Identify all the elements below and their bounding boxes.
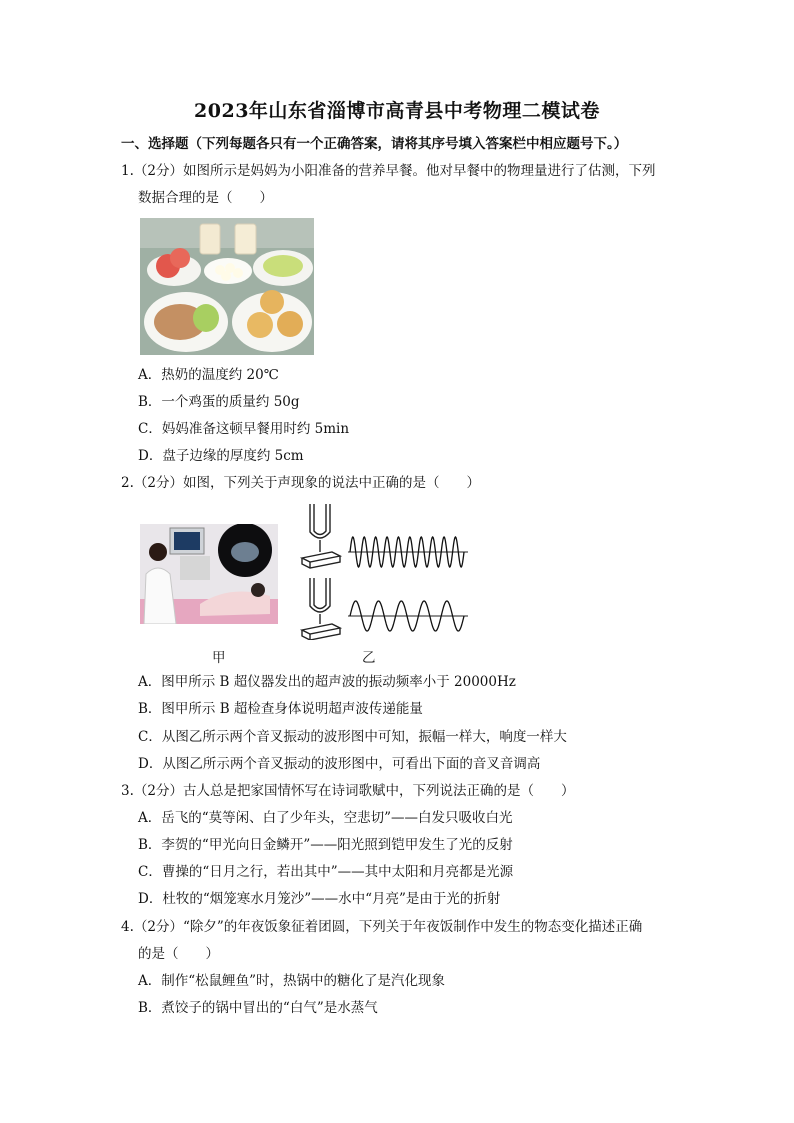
q2-option-a: A．图甲所示 B 超仪器发出的超声波的振动频率小于 20000Hz	[138, 674, 516, 690]
ultrasound-illustration	[140, 524, 278, 624]
section-heading: 一、选择题（下列每题各只有一个正确答案，请将其序号填入答案栏中相应题号下。）	[121, 136, 628, 152]
q1-stem-line2: 数据合理的是（ ）	[138, 190, 273, 206]
q3-option-d: D．杜牧的“烟笼寒水月笼沙”——水中“月亮”是由于光的折射	[138, 891, 501, 907]
q3-stem: 3.（2分）古人总是把家国情怀写在诗词歌赋中，下列说法正确的是（ ）	[121, 783, 575, 799]
breakfast-illustration	[140, 218, 314, 355]
ultrasound-photo	[140, 524, 278, 624]
q1-option-d: D．盘子边缘的厚度约 5cm	[138, 448, 304, 464]
q4-option-a: A．制作“松鼠鲤鱼”时，热锅中的糖化了是汽化现象	[138, 973, 446, 989]
q2-option-c: C．从图乙所示两个音叉振动的波形图中可知，振幅一样大，响度一样大	[138, 729, 567, 745]
q1-option-b: B．一个鸡蛋的质量约 50g	[138, 394, 300, 410]
q2-option-d: D．从图乙所示两个音叉振动的波形图中，可看出下面的音叉音调高	[138, 756, 541, 772]
q1-stem-line1: 1.（2分）如图所示是妈妈为小阳准备的营养早餐。他对早餐中的物理量进行了估测，下列	[121, 163, 656, 179]
q1-option-a: A．热奶的温度约 20℃	[138, 367, 279, 383]
q2-option-b: B．图甲所示 B 超检查身体说明超声波传递能量	[138, 701, 423, 717]
q1-option-c: C．妈妈准备这顿早餐用时约 5min	[138, 421, 350, 437]
caption-yi: 乙	[362, 650, 376, 666]
breakfast-photo	[140, 218, 314, 355]
q4-stem-line2: 的是（ ）	[138, 946, 219, 962]
q3-option-b: B．李贺的“甲光向日金鳞开”——阳光照到铠甲发生了光的反射	[138, 837, 513, 853]
tuning-fork-diagram	[296, 500, 468, 640]
q3-option-a: A．岳飞的“莫等闲、白了少年头，空悲切”——白发只吸收白光	[138, 810, 513, 826]
tuning-fork-illustration	[296, 500, 468, 640]
q2-stem: 2.（2分）如图，下列关于声现象的说法中正确的是（ ）	[121, 475, 480, 491]
caption-jia: 甲	[212, 650, 226, 666]
q4-stem-line1: 4.（2分）“除夕”的年夜饭象征着团圆，下列关于年夜饭制作中发生的物态变化描述正确	[121, 919, 643, 935]
exam-title: 2023年山东省淄博市高青县中考物理二模试卷	[194, 100, 600, 122]
q3-option-c: C．曹操的“日月之行，若出其中”——其中太阳和月亮都是光源	[138, 864, 514, 880]
q4-option-b: B．煮饺子的锅中冒出的“白气”是水蒸气	[138, 1000, 378, 1016]
